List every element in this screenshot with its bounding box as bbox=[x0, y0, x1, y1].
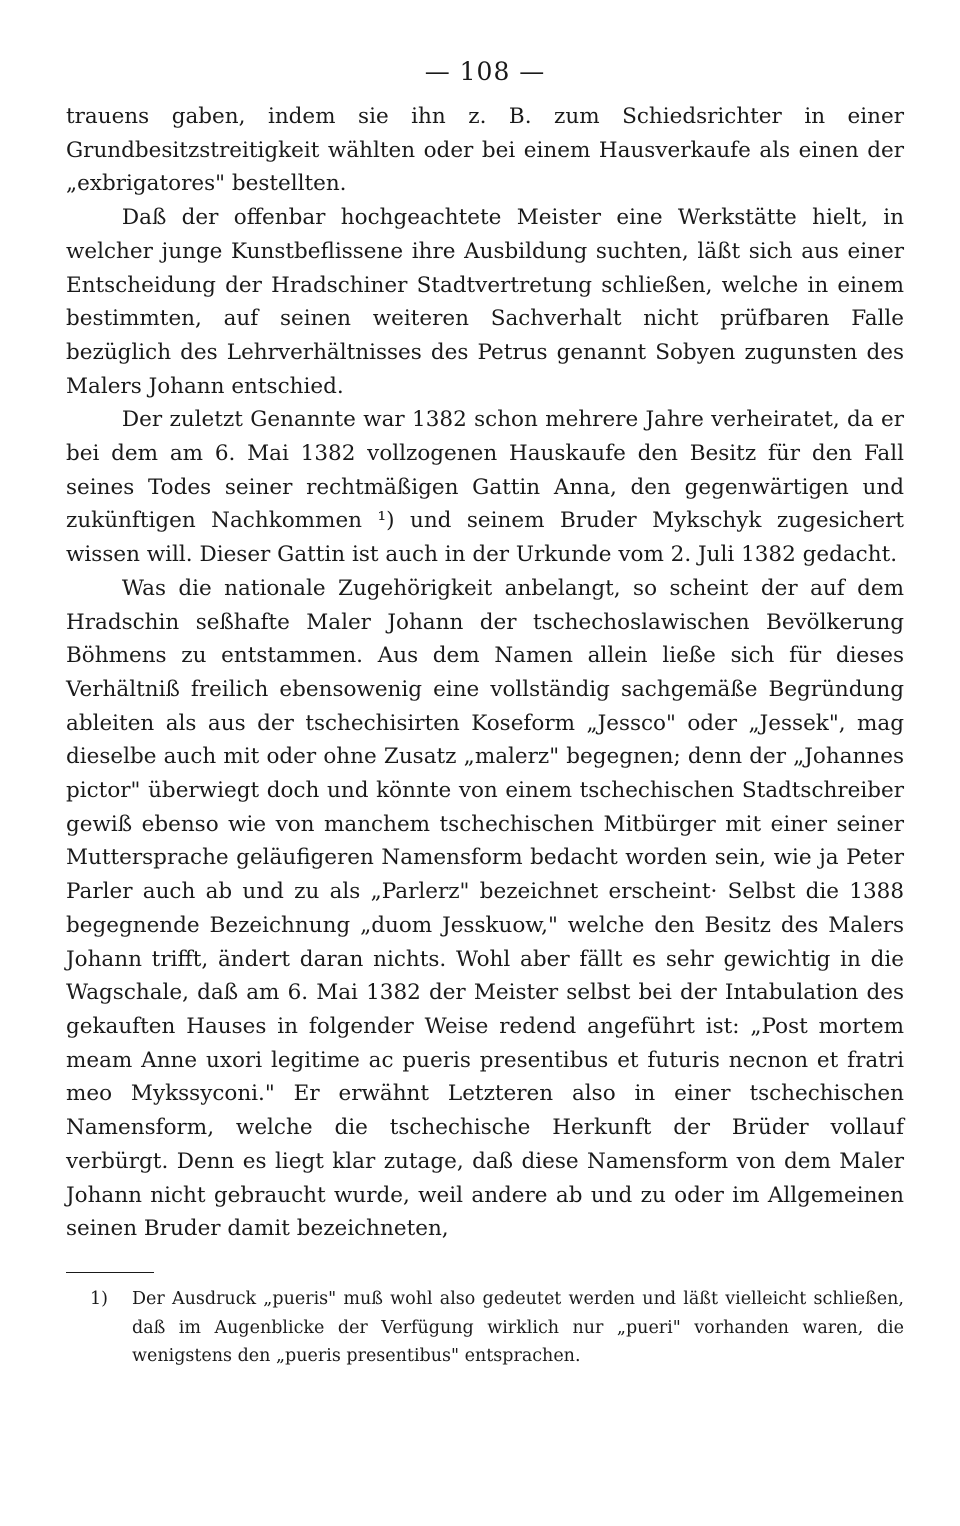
footnote bbox=[66, 1285, 904, 1371]
footnote-divider bbox=[66, 1272, 154, 1273]
paragraph-continued: trauens gaben, indem sie ihn z. B. zum Schiedsrichter in einer Grundbesitzstreitigkeit wählten oder bei einem Hausverkaufe als einen der „exbrigatores" bestellten. bbox=[66, 104, 904, 197]
paragraph-workshop: Daß der offenbar hochgeachtete Meister eine Werkstätte hielt, in welcher junge Kunstbeflissene ihre Ausbildung suchten, läßt sich aus einer Entscheidung der Hradschiner Stadtvertretung schließen, welche in einem bestimmten, auf seinen weiteren Sachverhalt nicht prüfbaren Falle bezüglich des Lehrverhältnisses des Petrus genannt Sobyen zugunsten des Malers Johann entschied. bbox=[66, 205, 904, 399]
book-page bbox=[66, 52, 904, 1371]
paragraph-marriage: Der zuletzt Genannte war 1382 schon mehrere Jahre verheiratet, da er bei dem am 6. Mai 1382 vollzogenen Hauskaufe den Besitz für den Fall seines Todes seiner rechtmäßigen Gattin Anna, den gegenwärtigen und zukünftigen Nachkommen ¹) und seinem Bruder Mykschyk zugesichert wissen will. Dieser Gattin ist auch in der Urkunde vom 2. Juli 1382 gedacht. bbox=[66, 407, 904, 568]
main-text bbox=[66, 100, 904, 1246]
footnote-marker: 1) bbox=[90, 1288, 108, 1309]
footnote-text: Der Ausdruck „pueris" muß wohl also gedeutet werden und läßt vielleicht schließen, daß im Augenblicke der Verfügung wirklich nur „pueri" vorhanden waren, die wenigstens den „pueris presentibus" entsprachen. bbox=[132, 1288, 904, 1367]
paragraph-nationality: Was die nationale Zugehörigkeit anbelangt, so scheint der auf dem Hradschin seßhafte Maler Johann der tschechoslawischen Bevölkerung Böhmens zu entstammen. Aus dem Namen allein ließe sich für dieses Verhältniß freilich ebensowenig eine vollständig sachgemäße Begründung ableiten als aus der tschechisirten Koseform „Jessco" oder „Jessek", mag dieselbe auch mit oder ohne Zusatz „malerz" begegnen; denn der „Johannes pictor" überwiegt doch und könnte von einem tschechischen Stadtschreiber gewiß ebenso wie von manchem tschechischen Mitbürger mit einer seiner Muttersprache geläufigeren Namensform bedacht worden sein, wie ja Peter Parler auch ab und zu als „Parlerz" bezeichnet erscheint· Selbst die 1388 begegnende Bezeichnung „duom Jesskuow," welche den Besitz des Malers Johann trifft, ändert daran nichts. Wohl aber fällt es sehr gewichtig in die Wagschale, daß am 6. Mai 1382 der Meister selbst bei der Intabulation des gekauften Hauses in folgender Weise redend angeführt ist: „Post mortem meam Anne uxori legitime ac pueris presentibus et futuris necnon et fratri meo Mykssyconi." Er erwähnt Letzteren also in einer tschechischen Namensform, welche die tschechische Herkunft der Brüder vollauf verbürgt. Denn es liegt klar zutage, daß diese Namensform von dem Maler Johann nicht gebraucht wurde, weil andere ab und zu oder im Allgemeinen seinen Bruder damit bezeichneten, bbox=[66, 575, 904, 1242]
page-number: — 108 — bbox=[424, 57, 546, 86]
